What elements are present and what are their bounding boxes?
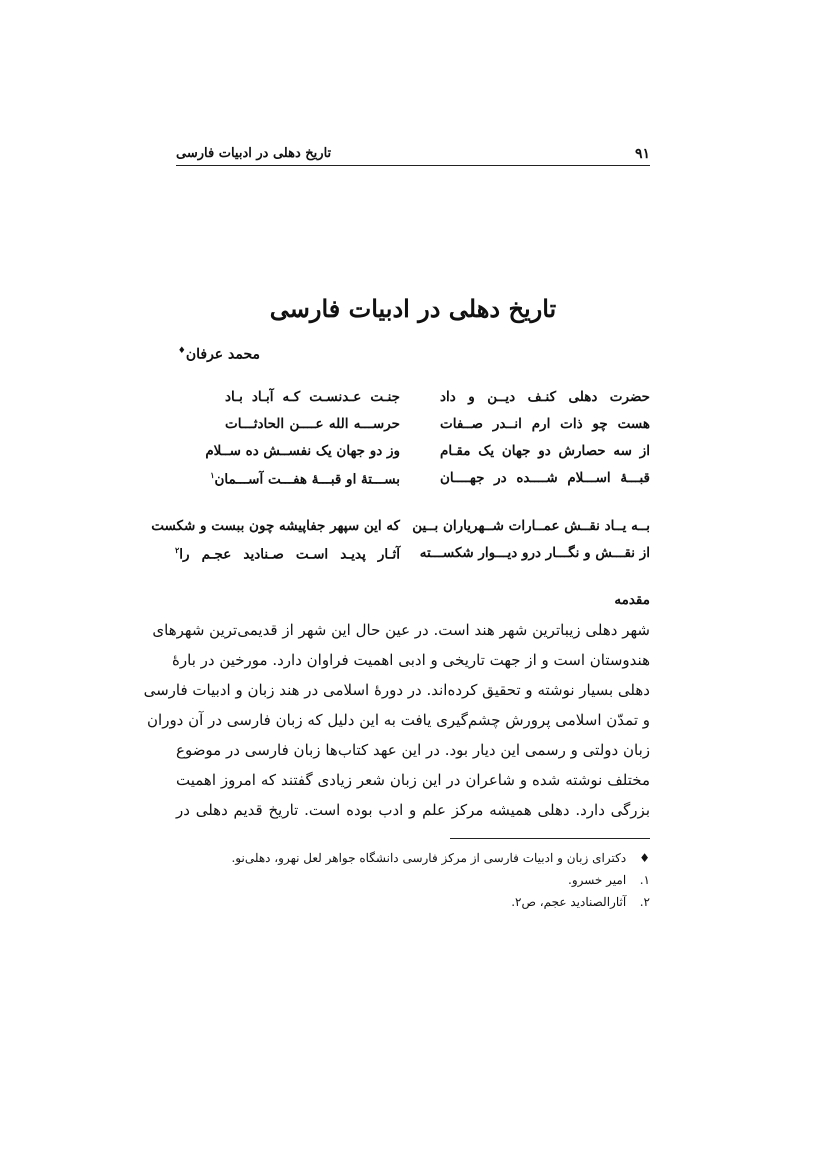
hemistich-second (175, 545, 400, 563)
paragraph-line: دهلی بسیار نوشته و تحقیق کرده‌اند. در دورۀ اسلامی در هند زبان و ادبیات فارسی (143, 681, 650, 699)
hemistich-first: هست چو ذات ارم انــدر صــفات (440, 416, 650, 432)
author-footnote-mark: ♦ (177, 346, 186, 356)
hemistich-first: از سه حصارش دو جهان یک مقـام (440, 443, 650, 459)
hemistich-second: وز دو جهان یک نفســش ده ســلام (205, 443, 400, 459)
paragraph-line: بزرگی دارد. دهلی همیشه مرکز علم و ادب بوده است. تاریخ قدیم دهلی در (176, 801, 650, 819)
paragraph-line: زبان دولتی و رسمی این دیار بود. در این عهد کتاب‌ها زبان فارسی در موضوع (176, 741, 650, 759)
poem-block-second (151, 518, 650, 572)
author-name (178, 346, 260, 363)
footnote (176, 873, 650, 895)
verse-line (176, 389, 650, 416)
hemistich-second: که این سپهر جفاپیشه چون ببست و شکست (151, 518, 400, 534)
footnote-ref: ۱ (210, 470, 215, 480)
page-number: ۹۱ (634, 146, 650, 162)
footnote-text: آثارالصنادید عجم، ص۲. (511, 895, 627, 909)
hemistich-first: بــه یــاد نقــش عمــارات شــهریاران بــین (412, 518, 650, 534)
section-heading: مقدمه (614, 592, 650, 608)
paragraph-line: شهر دهلی زیباترین شهر هند است. در عین حال این شهر از قدیمی‌ترین شهرهای (152, 621, 650, 639)
footnote-text: امیر خسرو. (568, 873, 627, 887)
hemistich-first: از نقـــش و نگـــار درو دیـــوار شکســـته (419, 545, 650, 561)
article-title: تاریخ دهلی در ادبیات فارسی (269, 294, 557, 323)
verse-line (176, 545, 650, 572)
hemistich-text: آثـار پدیـد اسـت صـنادید عجـم را (179, 546, 400, 563)
hemistich-first: قبـــۀ اســـلام شــــده در جهــــان (440, 470, 650, 486)
footnote-mark: ۲. (639, 895, 650, 909)
hemistich-second: حرســـه الله عــــن الحادثـــات (225, 416, 400, 432)
footnote (176, 851, 650, 873)
verse-line (176, 470, 650, 497)
hemistich-second (210, 470, 400, 488)
paragraph-line: مختلف نوشته شده و شاعران در این زبان شعر زیادی گفتند که امروز اهمیت (176, 771, 650, 789)
footnote (176, 895, 650, 917)
hemistich-first: حضرت دهلی کنـف دیــن و داد (440, 389, 650, 405)
body-paragraph (143, 615, 650, 825)
footnote-mark: ۱. (639, 873, 650, 887)
footnote-text: دکترای زبان و ادبیات فارسی از مرکز فارسی دانشگاه جواهر لعل نهرو، دهلی‌نو. (231, 851, 627, 865)
author-text: محمد عرفان (185, 346, 260, 363)
verse-line (151, 518, 650, 545)
footnote-ref: ۲ (175, 545, 180, 555)
header-rule (176, 165, 650, 166)
poem-block (176, 389, 650, 497)
paragraph-line: هندوستان است و از جهت تاریخی و ادبی اهمیت فراوان دارد. مورخین در بارۀ (172, 651, 650, 669)
hemistich-text: بســـتۀ او قبـــۀ هفـــت آســـمان (214, 471, 400, 488)
verse-line (176, 443, 650, 470)
running-header (176, 146, 650, 166)
paragraph-line: و تمدّن اسلامی پرورش چشم‌گیری یافت به این دلیل که زبان فارسی در آن دوران (147, 711, 650, 729)
verse-line (176, 416, 650, 443)
footnote-mark: ♦ (639, 851, 650, 865)
footnotes (176, 851, 650, 917)
footnote-rule (450, 838, 650, 839)
running-title: تاریخ دهلی در ادبیات فارسی (176, 146, 332, 161)
hemistich-second: جنـت عـدنسـت کـه آبـاد بـاد (225, 389, 400, 405)
